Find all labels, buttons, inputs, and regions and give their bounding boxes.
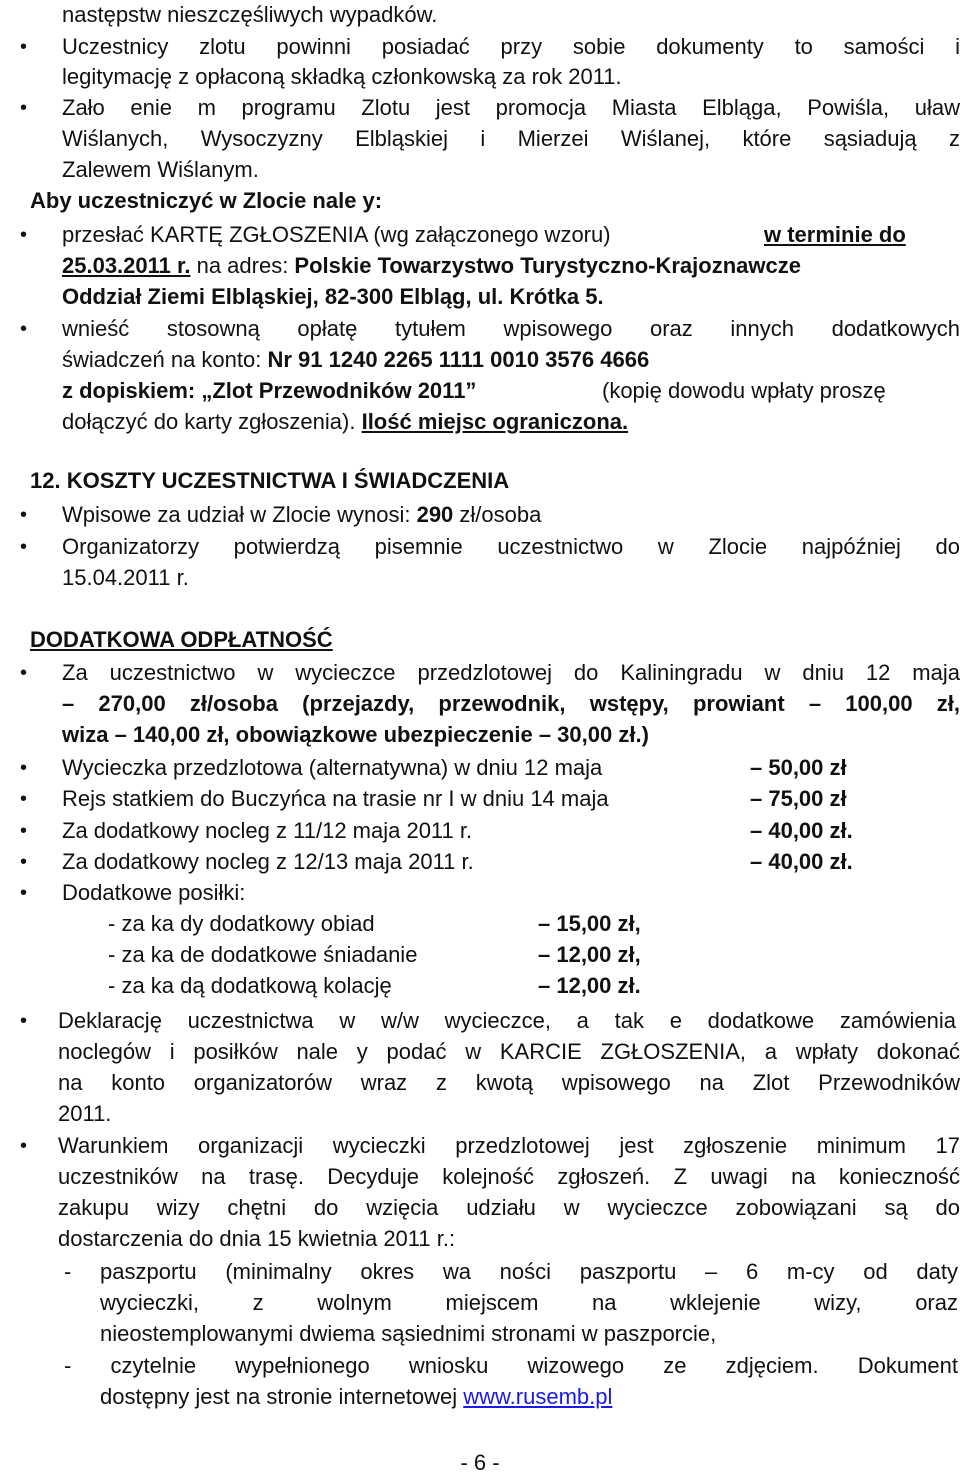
transfer-note: z dopiskiem: „Zlot Przewodników 2011” <box>62 378 477 403</box>
text-line: uczestników na trasę. Decyduje kolejność zgłoszeń. Z uwagi na konieczność <box>58 1164 960 1189</box>
deadline-date: 25.03.2011 r. <box>62 253 191 278</box>
bullet-icon: • <box>20 536 28 558</box>
text-line: Rejs statkiem do Buczyńca na trasie nr I w dniu 14 maja <box>62 786 609 811</box>
price-amount: – 50,00 zł <box>750 755 847 780</box>
bullet-icon: • <box>20 882 28 904</box>
bullet-icon: • <box>20 662 28 684</box>
meal-item: - za ka dą dodatkową kolację <box>108 973 392 998</box>
text-line: Za dodatkowy nocleg z 12/13 maja 2011 r. <box>62 849 474 874</box>
bullet-icon: • <box>20 851 28 873</box>
bullet-icon: • <box>20 1010 28 1032</box>
section-heading: 12. KOSZTY UCZESTNICTWA I ŚWIADCZENIA <box>30 468 510 493</box>
bullet-icon: • <box>20 820 28 842</box>
price-amount: – 75,00 zł <box>750 786 847 811</box>
text-line: wiza – 140,00 zł, obowiązkowe ubezpieczenie – 30,00 zł.) <box>62 722 649 747</box>
price-amount: – 12,00 zł. <box>538 973 641 998</box>
text-segment: Wpisowe za udział w Zlocie wynosi: <box>62 502 417 527</box>
text-line: Za dodatkowy nocleg z 11/12 maja 2011 r. <box>62 818 473 843</box>
text-segment: świadczeń na konto: <box>62 347 268 372</box>
embassy-website-link[interactable]: www.rusemb.pl <box>463 1384 613 1409</box>
text-segment: (kopię dowodu wpłaty proszę <box>602 378 886 403</box>
text-line: Zalewem Wiślanym. <box>62 157 259 182</box>
text-line: nieostemplowanymi dwiema sąsiednimi stronami w paszporcie, <box>100 1321 717 1346</box>
text-line <box>62 251 801 281</box>
text-line: Warunkiem organizacji wycieczki przedzlotowej jest zgłoszenie minimum 17 <box>58 1133 960 1158</box>
text-line: Deklarację uczestnictwa w w/w wycieczce, a tak e dodatkowe zamówienia <box>58 1008 956 1033</box>
text-line: na konto organizatorów wraz z kwotą wpisowego na Zlot Przewodników <box>58 1070 960 1095</box>
text-line: wycieczki, z wolnym miejscem na wklejenie wizy, oraz <box>100 1290 958 1315</box>
bullet-icon: • <box>20 504 28 526</box>
text-line <box>62 345 649 375</box>
price-amount: – 40,00 zł. <box>750 818 853 843</box>
text-line: - paszportu (minimalny okres wa ności paszportu – 6 m-cy od daty <box>64 1259 958 1284</box>
text-line: Zało enie m programu Zlotu jest promocja Miasta Elbląga, Powiśla, uław <box>62 95 960 120</box>
text-line <box>62 407 628 437</box>
bullet-icon: • <box>20 788 28 810</box>
text-line <box>62 500 541 530</box>
deadline-text: w terminie do <box>764 222 906 247</box>
text-line: Dodatkowe posiłki: <box>62 880 246 905</box>
price-amount: – 40,00 zł. <box>750 849 853 874</box>
text-line <box>100 1382 612 1412</box>
text-line: legitymację z opłaconą składką członkowską za rok 2011. <box>62 64 622 89</box>
bullet-icon: • <box>20 97 28 119</box>
text-line: Za uczestnictwo w wycieczce przedzlotowej do Kaliningradu w dniu 12 maja <box>62 660 960 685</box>
section-heading: DODATKOWA ODPŁATNOŚĆ <box>30 627 333 652</box>
text-line: – 270,00 zł/osoba (przejazdy, przewodnik, wstępy, prowiant – 100,00 zł, <box>62 691 960 716</box>
section-subheading: Aby uczestniczyć w Zlocie nale y: <box>30 188 383 213</box>
text-line: 2011. <box>58 1101 112 1126</box>
text-line: Wycieczka przedzlotowa (alternatywna) w dniu 12 maja <box>62 755 603 780</box>
bullet-icon: • <box>20 36 28 58</box>
text-line: - czytelnie wypełnionego wniosku wizowego ze zdjęciem. Dokument <box>64 1353 958 1378</box>
limited-places-note: Ilość miejsc ograniczona. <box>361 409 629 434</box>
text-line <box>62 220 906 250</box>
bullet-icon: • <box>20 757 28 779</box>
account-number: Nr 91 1240 2265 1111 0010 3576 4666 <box>267 347 650 372</box>
meal-item: - za ka de dodatkowe śniadanie <box>108 942 418 967</box>
price-amount: – 15,00 zł, <box>538 911 641 936</box>
text-segment: zł/osoba <box>453 502 542 527</box>
page-number: - 6 - <box>460 1450 500 1475</box>
text-line: wnieść stosowną opłatę tytułem wpisowego oraz innych dodatkowych <box>62 316 960 341</box>
price-amount: – 12,00 zł, <box>538 942 641 967</box>
text-line: dostarczenia do dnia 15 kwietnia 2011 r.: <box>58 1226 456 1251</box>
text-segment: dostępny jest na stronie internetowej <box>100 1384 464 1409</box>
address-line: Oddział Ziemi Elbląskiej, 82-300 Elbląg, ul. Krótka 5. <box>62 284 604 309</box>
text-line: 15.04.2011 r. <box>62 565 189 590</box>
text-line: Organizatorzy potwierdzą pisemnie uczestnictwo w Zlocie najpóźniej do <box>62 534 960 559</box>
text-line <box>62 376 886 406</box>
text-segment: dołączyć do karty zgłoszenia). <box>62 409 362 434</box>
text-segment: przesłać KARTĘ ZGŁOSZENIA (wg załączonego wzoru) <box>62 222 611 247</box>
bullet-icon: • <box>20 1135 28 1157</box>
fee-amount: 290 <box>416 502 454 527</box>
text-line: zakupu wizy chętni do wzięcia udziału w wycieczce zobowiązani są do <box>58 1195 960 1220</box>
text-line: następstw nieszczęśliwych wypadków. <box>62 2 438 27</box>
bullet-icon: • <box>20 224 28 246</box>
text-line: Wiślanych, Wysoczyzny Elbląskiej i Mierzei Wiślanej, które sąsiadują z <box>62 126 960 151</box>
meal-item: - za ka dy dodatkowy obiad <box>108 911 375 936</box>
text-line: Uczestnicy zlotu powinni posiadać przy sobie dokumenty to samości i <box>62 34 960 59</box>
text-segment: na adres: <box>190 253 295 278</box>
text-line: noclegów i posiłków nale y podać w KARCIE ZGŁOSZENIA, a wpłaty dokonać <box>58 1039 960 1064</box>
bullet-icon: • <box>20 318 28 340</box>
organization-name: Polskie Towarzystwo Turystyczno-Krajoznawcze <box>294 253 801 278</box>
